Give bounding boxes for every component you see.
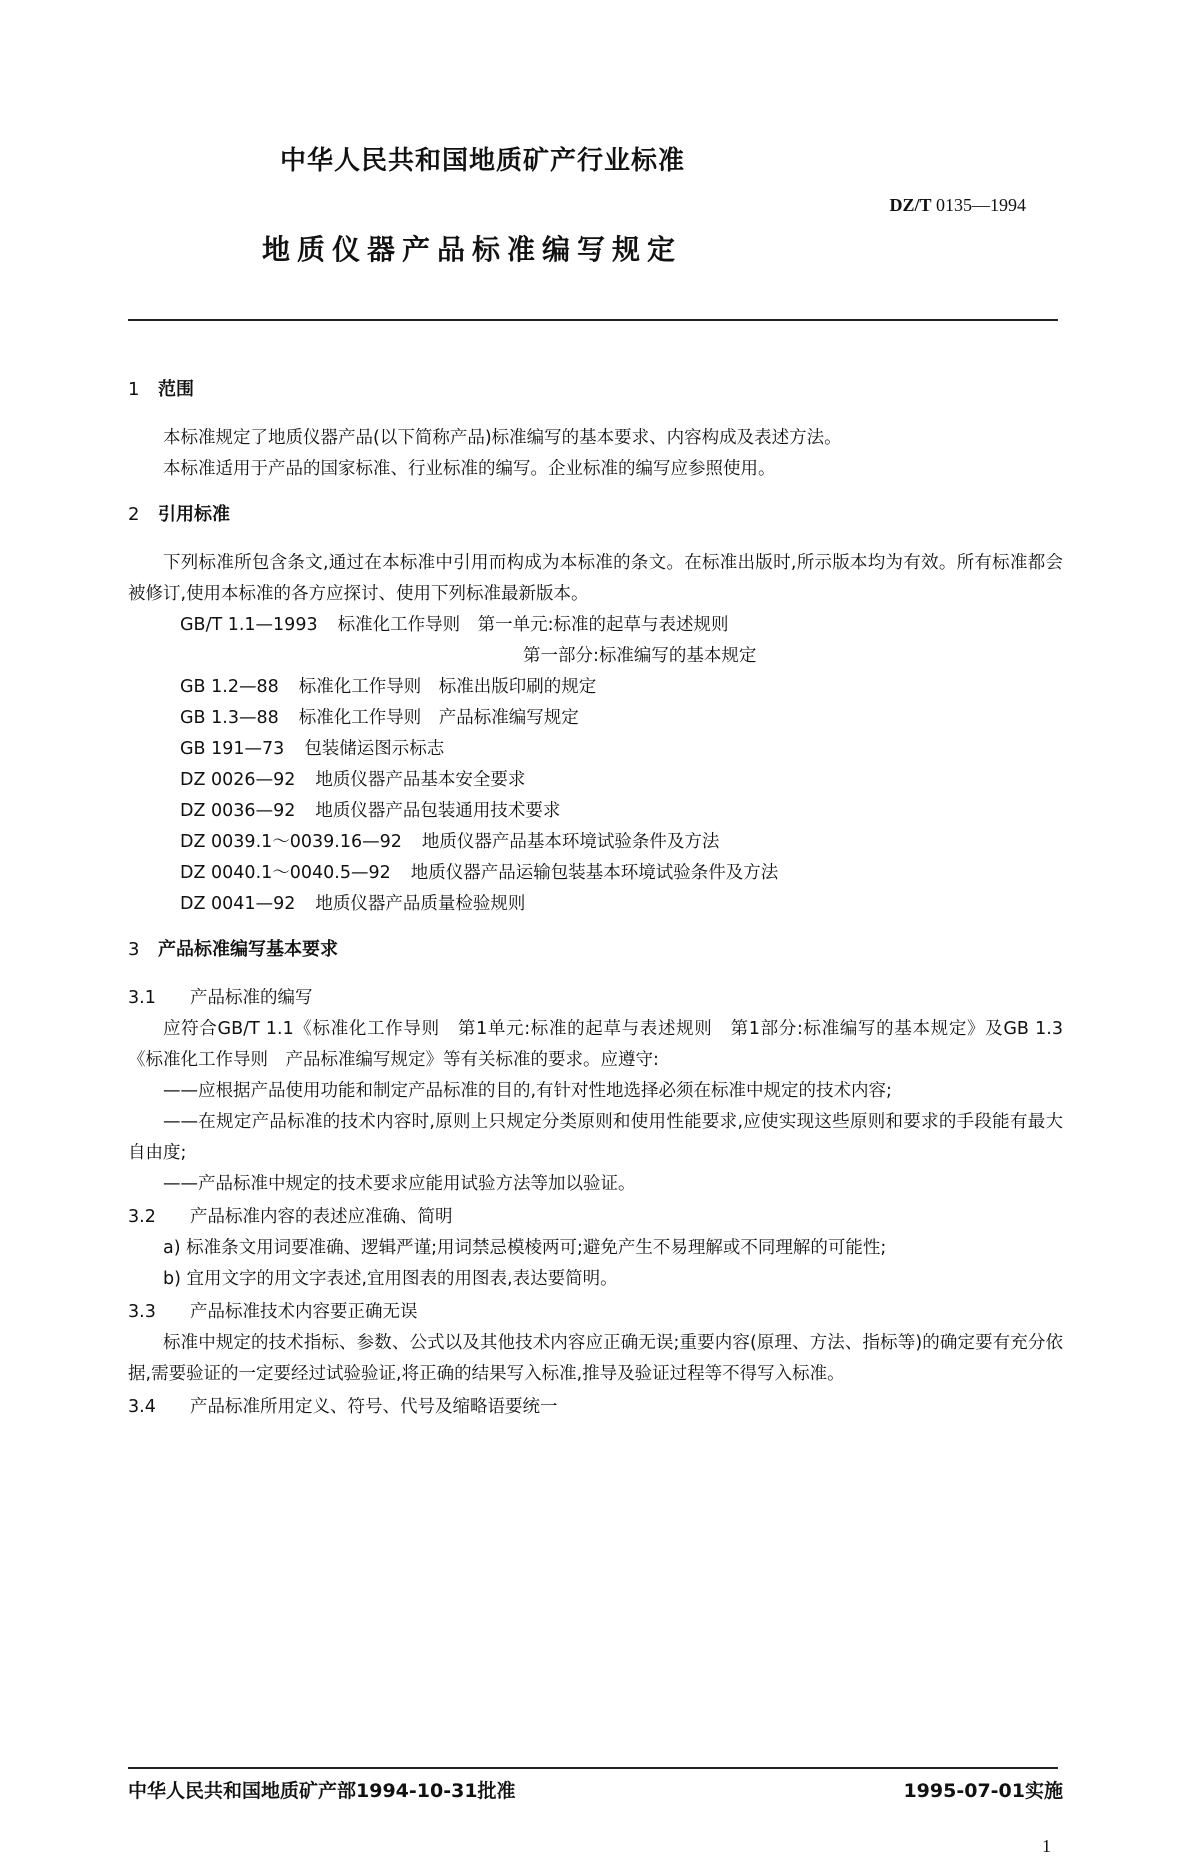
- reference-code: DZ 0039.1～0039.16—92: [180, 832, 402, 852]
- paragraph: 应符合GB/T 1.1《标准化工作导则 第1单元:标准的起草与表述规则 第1部分:标准编写的基本规定》及GB 1.3《标准化工作导则 产品标准编写规定》等有关标准的要求。应遵守:: [128, 1019, 1063, 1070]
- paragraph: 标准中规定的技术指标、参数、公式以及其他技术内容应正确无误;重要内容(原理、方法、指标等)的确定要有充分依据,需要验证的一定要经过试验验证,将正确的结果写入标准,推导及验证过程等不得写入标准。: [128, 1333, 1063, 1384]
- subsection-3-4-heading: [128, 1392, 1063, 1423]
- section-1-heading: [128, 374, 1063, 405]
- section-number: 2: [128, 504, 140, 525]
- reference-title: 地质仪器产品基本安全要求: [315, 770, 526, 790]
- reference-title: 地质仪器产品运输包装基本环境试验条件及方法: [410, 863, 779, 883]
- reference-item: [128, 703, 1063, 734]
- reference-item: [128, 796, 1063, 827]
- reference-title: 标准化工作导则 第一单元:标准的起草与表述规则: [337, 615, 729, 635]
- subsection-title: 产品标准所用定义、符号、代号及缩略语要统一: [190, 1397, 558, 1417]
- standard-prefix: DZ/T: [889, 195, 932, 215]
- reference-code: GB/T 1.1—1993: [180, 615, 318, 635]
- section-number: 1: [128, 379, 140, 400]
- reference-code: GB 1.2—88: [180, 677, 279, 697]
- header-divider: [128, 319, 1058, 321]
- section-number: 3: [128, 939, 140, 960]
- paragraph: 下列标准所包含条文,通过在本标准中引用而构成为本标准的条文。在标准出版时,所示版本均为有效。所有标准都会被修订,使用本标准的各方应探讨、使用下列标准最新版本。: [128, 553, 1063, 604]
- reference-title: 标准化工作导则 标准出版印刷的规定: [298, 677, 597, 697]
- lettered-list-item: a) 标准条文用词要准确、逻辑严谨;用词禁忌模棱两可;避免产生不易理解或不同理解的可能性;: [163, 1238, 887, 1258]
- reference-title: 地质仪器产品基本环境试验条件及方法: [421, 832, 720, 852]
- issuing-authority-title: 中华人民共和国地质矿产行业标准: [280, 146, 686, 176]
- dash-list-item: ——在规定产品标准的技术内容时,原则上只规定分类原则和使用性能要求,应使实现这些原则和要求的手段能有最大自由度;: [128, 1112, 1063, 1163]
- subsection-title: 产品标准内容的表述应准确、简明: [190, 1207, 453, 1227]
- reference-item: [128, 610, 1063, 641]
- section-3-heading: [128, 934, 1063, 965]
- paragraph: 本标准规定了地质仪器产品(以下简称产品)标准编写的基本要求、内容构成及表述方法。: [163, 428, 842, 448]
- reference-item: [128, 889, 1063, 920]
- reference-item: [128, 765, 1063, 796]
- reference-title: 包装储运图示标志: [304, 739, 445, 759]
- dash-list-item: ——产品标准中规定的技术要求应能用试验方法等加以验证。: [163, 1174, 636, 1194]
- subsection-number: 3.3: [128, 1302, 156, 1322]
- reference-item: [128, 734, 1063, 765]
- reference-item: [128, 858, 1063, 889]
- reference-code: DZ 0041—92: [180, 894, 296, 914]
- reference-item: [128, 672, 1063, 703]
- section-title: 范围: [158, 379, 194, 400]
- approval-statement: 中华人民共和国地质矿产部1994-10-31批准: [128, 1780, 516, 1802]
- subsection-number: 3.4: [128, 1397, 156, 1417]
- document-body: [128, 360, 1063, 1423]
- reference-code: GB 191—73: [180, 739, 285, 759]
- subsection-3-2-heading: [128, 1202, 1063, 1233]
- reference-title: 地质仪器产品质量检验规则: [315, 894, 526, 914]
- subsection-number: 3.1: [128, 988, 156, 1008]
- reference-code: DZ 0026—92: [180, 770, 296, 790]
- subsection-3-1-heading: [128, 983, 1063, 1014]
- lettered-list-item: b) 宜用文字的用文字表述,宜用图表的用图表,表达要简明。: [163, 1269, 618, 1289]
- subsection-title: 产品标准的编写: [190, 988, 313, 1008]
- document-title: 地质仪器产品标准编写规定: [262, 233, 683, 266]
- subsection-3-3-heading: [128, 1297, 1063, 1328]
- dash-list-item: ——应根据产品使用功能和制定产品标准的目的,有针对性地选择必须在标准中规定的技术内容;: [163, 1081, 892, 1101]
- reference-code: DZ 0040.1～0040.5—92: [180, 863, 391, 883]
- standard-number: 0135—1994: [936, 195, 1026, 215]
- page-number: 1: [1042, 1836, 1051, 1856]
- effective-date: 1995-07-01实施: [903, 1780, 1063, 1802]
- reference-code: DZ 0036—92: [180, 801, 296, 821]
- standard-code: [889, 195, 1026, 216]
- reference-title: 地质仪器产品包装通用技术要求: [315, 801, 561, 821]
- subsection-number: 3.2: [128, 1207, 156, 1227]
- section-title: 引用标准: [158, 504, 230, 525]
- reference-item-continuation: 第一部分:标准编写的基本规定: [523, 646, 757, 666]
- paragraph: 本标准适用于产品的国家标准、行业标准的编写。企业标准的编写应参照使用。: [163, 459, 776, 479]
- reference-title: 标准化工作导则 产品标准编写规定: [298, 708, 579, 728]
- footer-divider: [128, 1767, 1058, 1769]
- section-2-heading: [128, 499, 1063, 530]
- subsection-title: 产品标准技术内容要正确无误: [190, 1302, 418, 1322]
- section-title: 产品标准编写基本要求: [158, 939, 338, 960]
- reference-code: GB 1.3—88: [180, 708, 279, 728]
- reference-item: [128, 827, 1063, 858]
